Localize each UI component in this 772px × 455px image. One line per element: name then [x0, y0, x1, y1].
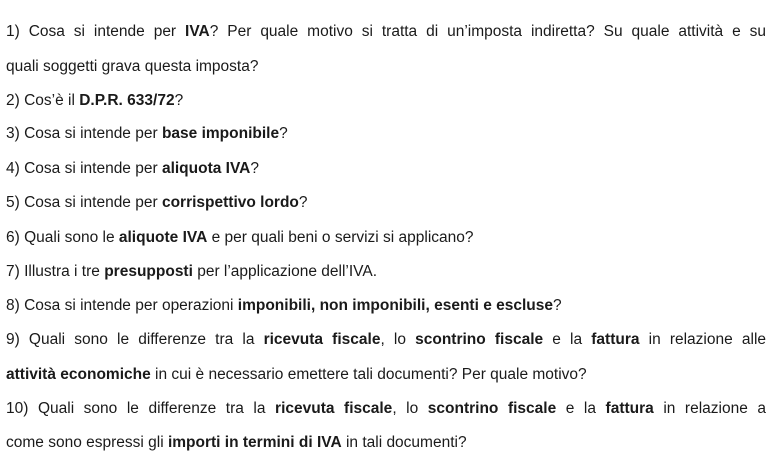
- text-segment: come sono espressi gli: [6, 434, 168, 451]
- bold-term: ricevuta fiscale: [263, 331, 381, 348]
- bold-term: base imponibile: [161, 125, 280, 142]
- text-segment: quali soggetti grava questa imposta?: [6, 58, 259, 75]
- text-segment: 7) Illustra i tre: [6, 263, 105, 280]
- text-segment: ?: [553, 297, 562, 314]
- text-segment: 1) Cosa si intende per: [6, 23, 186, 40]
- question-7: [6, 262, 766, 282]
- text-segment: 4) Cosa si intende per: [6, 160, 162, 177]
- bold-term: ricevuta fiscale: [275, 400, 393, 417]
- text-segment: 3) Cosa si intende per: [6, 125, 162, 142]
- bold-term: attività economiche: [6, 366, 151, 383]
- bold-term: presupposti: [104, 263, 193, 280]
- bold-term: D.P.R. 633/72: [79, 92, 175, 109]
- bold-term: scontrino fiscale: [427, 400, 557, 417]
- question-5: [6, 193, 766, 213]
- question-6: [6, 228, 766, 248]
- bold-term: aliquote IVA: [118, 229, 208, 246]
- question-9-line-2: [6, 365, 766, 385]
- question-1-line-2: [6, 57, 766, 77]
- text-segment: 8) Cosa si intende per operazioni: [6, 297, 238, 314]
- question-3: [6, 124, 766, 144]
- text-segment: 10) Quali sono le differenze tra la: [6, 400, 276, 417]
- text-segment: ?: [250, 160, 259, 177]
- text-segment: in tali documenti?: [341, 434, 467, 451]
- text-segment: e la: [556, 400, 606, 417]
- text-segment: ?: [174, 92, 184, 109]
- question-2: [6, 91, 766, 111]
- text-segment: , lo: [392, 400, 428, 417]
- text-segment: e la: [543, 331, 592, 348]
- bold-term: aliquota IVA: [161, 160, 251, 177]
- question-10-line-2: [6, 433, 766, 453]
- text-segment: 5) Cosa si intende per: [6, 194, 162, 211]
- text-segment: ?: [298, 194, 308, 211]
- text-segment: per l’applicazione dell’IVA.: [192, 263, 377, 280]
- bold-term: scontrino fiscale: [415, 331, 544, 348]
- question-9-line-1: [6, 330, 766, 350]
- text-segment: in relazione alle: [639, 331, 766, 348]
- text-segment: 6) Quali sono le: [6, 229, 119, 246]
- bold-term: IVA: [185, 23, 210, 40]
- question-4: [6, 159, 766, 179]
- bold-term: fattura: [591, 331, 640, 348]
- question-8: [6, 296, 766, 316]
- bold-term: fattura: [605, 400, 654, 417]
- text-segment: ?: [279, 125, 288, 142]
- text-segment: ? Per quale motivo si tratta di un’imposta indiretta? Su quale attività e su: [209, 23, 766, 40]
- bold-term: imponibili, non imponibili, esenti e escluse: [237, 297, 553, 314]
- bold-term: importi in termini di IVA: [167, 434, 342, 451]
- text-segment: in relazione a: [653, 400, 766, 417]
- text-segment: 2) Cos’è il: [6, 92, 80, 109]
- question-10-line-1: [6, 399, 766, 419]
- text-segment: 9) Quali sono le differenze tra la: [6, 331, 264, 348]
- text-segment: in cui è necessario emettere tali documenti? Per quale motivo?: [150, 366, 587, 383]
- bold-term: corrispettivo lordo: [161, 194, 299, 211]
- text-segment: , lo: [380, 331, 416, 348]
- text-segment: e per quali beni o servizi si applicano?: [207, 229, 474, 246]
- question-1-line-1: [6, 22, 766, 42]
